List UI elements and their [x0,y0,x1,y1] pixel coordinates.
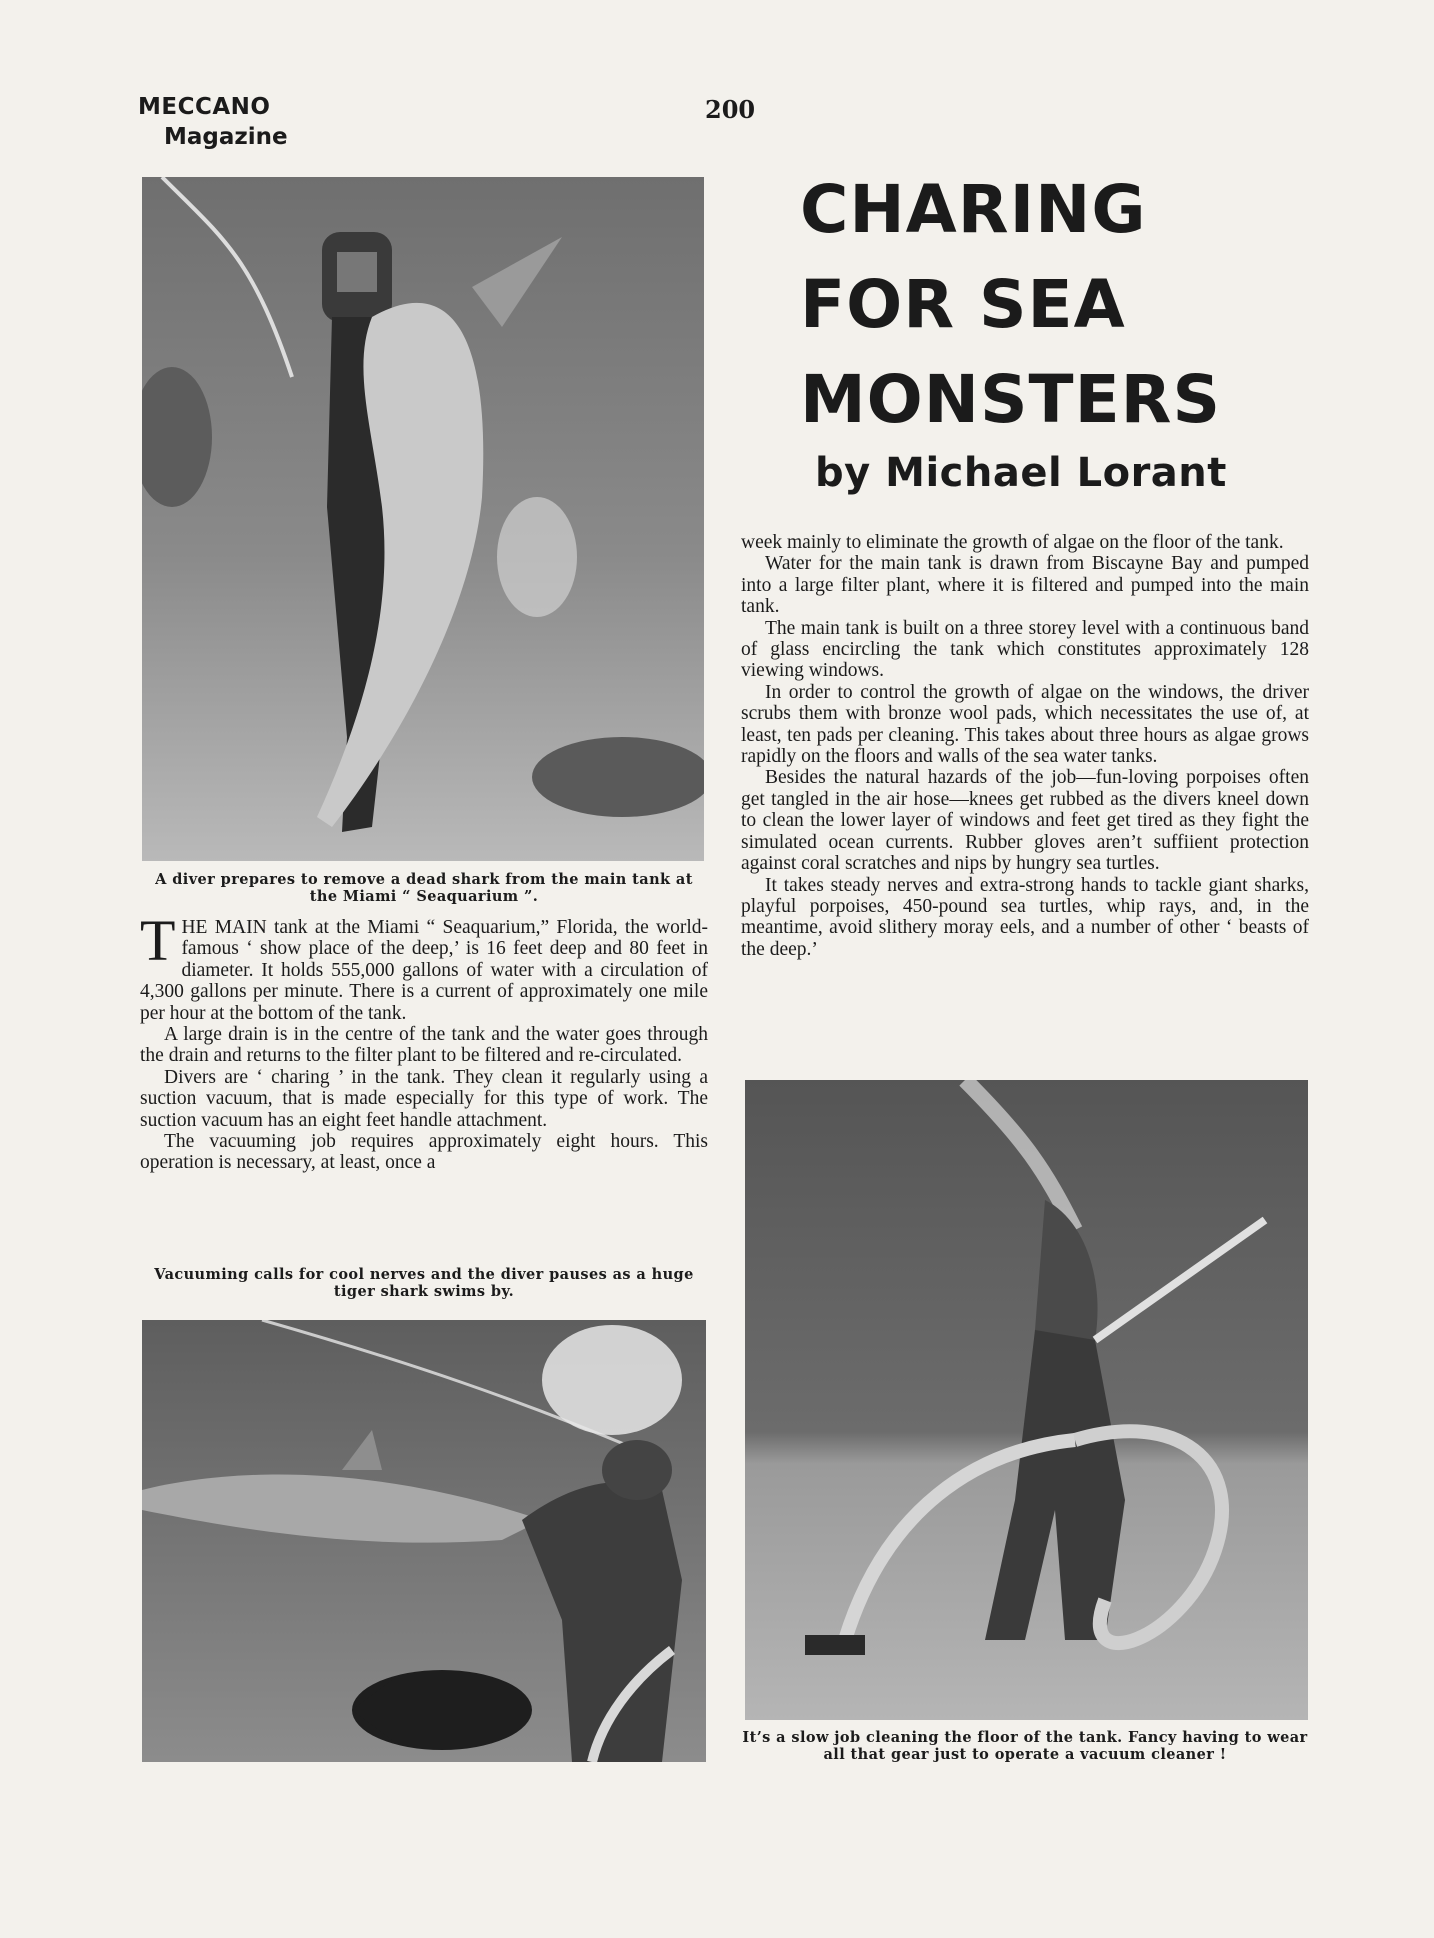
article-paragraph: In order to control the growth of algae on the windows, the driver scrubs them with bronze wool pads, which necessitates the use of, at least, ten pads per cleaning. This takes about three hours as algae grows rapidly on the floors and walls of the sea water tanks. [741,681,1309,768]
masthead-title: MECCANO [138,94,271,120]
page-number: 200 [705,95,756,124]
article-paragraph: The main tank is built on a three storey level with a continuous band of glass encircling the tank which constitutes approximately 128 viewing windows. [741,617,1309,682]
title-line: FOR SEA [800,266,1126,343]
title-line: CHARING [800,171,1147,248]
diver-with-dead-shark-photo [142,177,704,861]
article-left-column [140,908,708,1174]
title-line: MONSTERS [800,361,1222,438]
article-paragraph: Besides the natural hazards of the job—fun-loving porpoises often get tangled in the air hose—knees get rubbed as the divers kneel down to clean the lower layer of windows and feet get tired as they fight the simulated ocean currents. Rubber gloves aren’t suffiient protection against coral scratches and nips by hungry sea turtles. [741,767,1309,875]
article-paragraph: week mainly to eliminate the growth of algae on the floor of the tank. [741,532,1284,553]
photo-caption: Vacuuming calls for cool nerves and the diver pauses as a huge tiger shark swims by. [154,1266,694,1300]
lead-in: HE MAIN [181,917,267,938]
drop-cap: T [140,908,176,973]
photo-caption: A diver prepares to remove a dead shark from the main tank at the Miami “ Seaquarium ”. [155,871,693,905]
article-paragraph: It takes steady nerves and extra-strong hands to tackle giant sharks, playful porpoises, 450-pound sea turtles, whip rays, and, in the meantime, avoid slithery moray eels, and a number of other ‘ beasts of the deep.’ [741,874,1309,960]
article-title [800,162,1400,447]
masthead-subtitle: Magazine [164,124,288,150]
diver-vacuuming-floor-photo [745,1080,1308,1720]
article-paragraph: A large drain is in the centre of the tank and the water goes through the drain and returns to the filter plant to be filtered and re-circulated. [140,1024,708,1067]
article-paragraph: Water for the main tank is drawn from Biscayne Bay and pumped into a large filter plant, where it is filtered and pumped into the main tank. [741,553,1309,618]
photo-caption: It’s a slow job cleaning the floor of the tank. Fancy having to wear all that gear just to operate a vacuum cleaner ! [742,1729,1308,1763]
article-paragraph: The vacuuming job requires approximately eight hours. This operation is necessary, at least, once a [140,1131,708,1174]
article-right-column [741,532,1309,960]
article-paragraph: Divers are ‘ charing ’ in the tank. They clean it regularly using a suction vacuum, that is made especially for this type of work. The suction vacuum has an eight feet handle attachment. [140,1066,708,1131]
paragraph-text: tank at the Miami “ Seaquarium,” Florida, the world-famous ‘ show place of the deep,’ is 16 feet deep and 80 feet in diameter. It holds 555,000 gallons of water with a circulation of 4,300 gallons per minute. There is a current of approximately one mile per hour at the bottom of the tank. [140,917,708,1024]
article-byline: by Michael Lorant [815,450,1227,496]
diver-with-tiger-shark-photo [142,1320,706,1762]
article-paragraph [140,908,708,1024]
